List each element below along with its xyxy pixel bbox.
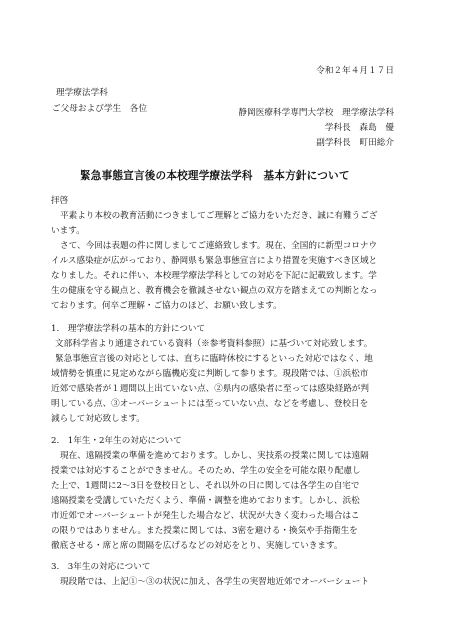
intro-block	[51, 194, 401, 314]
section-line: た上で、1週間に2〜3日を登校日とし、それ以外の日に関しては各学生の自宅で	[51, 481, 360, 491]
section-line: 現在、遠隔授業の準備を進めております。しかし、実技系の授業に関しては遠隔	[60, 451, 369, 461]
sender-deputy: 副学科長 町田総介	[316, 138, 394, 148]
section-3	[51, 560, 401, 590]
section-line: 現段階では、上記①〜③の状況に加え、各学生の実習地近郊でオーバーシュート	[60, 577, 370, 587]
sender-head: 学科長 森島 優	[324, 123, 394, 133]
document-title: 緊急事態宣言後の本校理学療法学科 基本方針について	[80, 170, 350, 182]
section-line: の限りではありません。また授業に関しては、3密を避ける・換気や手指衛生を	[51, 526, 358, 536]
section-heading: 2. 1年生・2年生の対応について	[51, 436, 182, 446]
addressee-department: 理学療法学科	[56, 88, 108, 98]
section-line: 市近郊でオーバーシュートが発生した場合など、状況が大きく変わった場合はこ	[51, 511, 360, 521]
section-line: 授業では対応することができません。そのため、学生の安全を可能な限り配慮し	[51, 466, 361, 476]
intro-line: さて、今回は表題の件に関しましてご連絡致します。現在、全国的に新型コロナウ	[60, 241, 378, 251]
intro-line: います。	[51, 226, 85, 236]
section-1	[51, 322, 401, 427]
intro-line: なりました。それに伴い、本校理学療法学科としての対応を下記に記載致します。学	[51, 271, 377, 281]
section-line: 域情勢を慎重に見定めながら臨機応変に判断して参ります。現段階では、①浜松市	[51, 369, 369, 379]
sender-organization: 静岡医療科学専門大学校 理学療法学科	[238, 108, 394, 118]
section-line: 遠隔授業を受講していただくよう、準備・調整を進めております。しかし、浜松	[51, 496, 360, 506]
intro-line: ております。何卒ご理解・ご協力のほど、お願い致します。	[51, 301, 282, 311]
section-line: 緊急事態宣言後の対応としては、直ちに臨時休校にするといった対応ではなく、地	[55, 354, 373, 364]
intro-line: イルス感染症が広がっており、静岡県も緊急事態宣言により措置を実施すべき区域と	[51, 256, 378, 266]
section-line: 文部科学省より通達されている資料（※参考資料参照）に基づいて対応致します。	[55, 339, 373, 349]
section-heading: 1. 理学療法学科の基本的方針について	[51, 324, 206, 334]
section-line: 近郊で感染者が１週間以上出ていない点、②県内の感染者に至っては感染経路が判	[51, 384, 369, 394]
intro-line: 生の健康を守る観点と、教育機会を徹減させない観点の双方を踏まえての判断となっ	[51, 286, 378, 296]
section-heading: 3. 3年生の対応について	[51, 562, 151, 572]
greeting: 拝啓	[51, 196, 69, 206]
document-date: 令和２年４月１７日	[316, 66, 394, 76]
intro-line: 平素より本校の教育活動につきましてご理解とご協力をいただき、誠に有難うござ	[60, 211, 378, 221]
section-line: 徹底させる・席と席の間隔を広げるなどの対応をとり、実施していきます。	[51, 541, 343, 551]
section-line: 明している点、③オーバーシュートには至っていない点、などを考慮し、登校日を	[51, 399, 369, 409]
section-line: 減らして対応致します。	[51, 414, 145, 424]
section-2	[51, 434, 401, 554]
addressee-recipients: ご父母および学生 各位	[52, 104, 148, 114]
